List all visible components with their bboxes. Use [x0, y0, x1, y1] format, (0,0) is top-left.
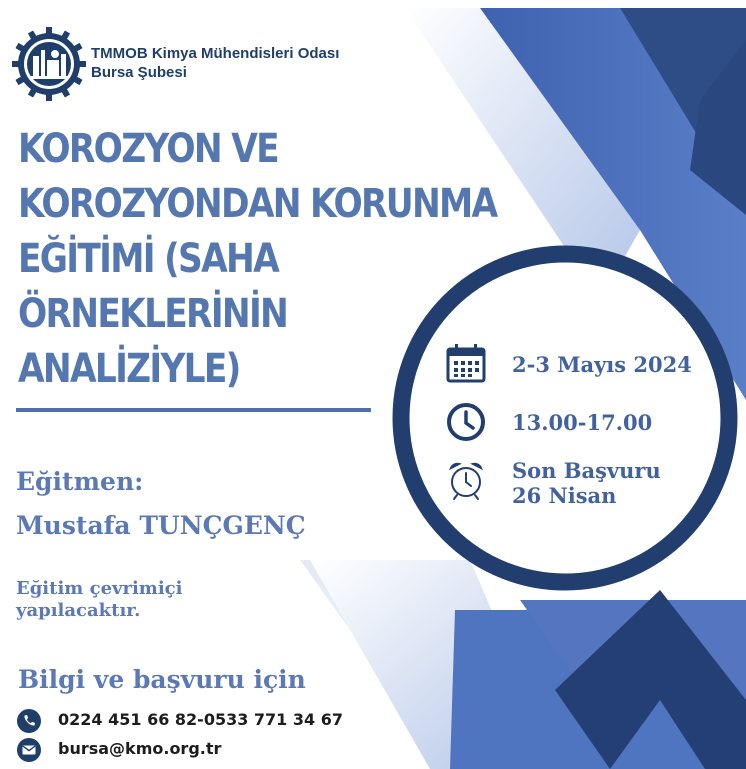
trainer-label: Eğitmen: — [16, 467, 144, 496]
training-title — [18, 122, 497, 397]
title-divider — [16, 408, 371, 412]
trainer-name: Mustafa TUNÇGENÇ — [16, 511, 306, 540]
organization-name-line2: Bursa Şubesi — [91, 64, 187, 81]
event-details-circle — [392, 245, 738, 591]
clock-icon — [444, 400, 488, 444]
event-date: 2-3 Mayıs 2024 — [512, 352, 692, 377]
title-line-1: KOROZYON VE — [18, 126, 278, 172]
event-time: 13.00-17.00 — [512, 410, 653, 435]
organization-name-line1: TMMOB Kimya Mühendisleri Odası — [91, 45, 340, 62]
online-note-line2: yapılacaktır. — [16, 600, 141, 621]
event-deadline-label: Son Başvuru — [512, 458, 661, 483]
title-line-5: ANALİZİYLE) — [18, 346, 240, 392]
phone-numbers[interactable]: 0224 451 66 82-0533 771 34 67 — [58, 710, 343, 729]
email-icon — [16, 737, 42, 763]
title-line-3: EĞİTİMİ (SAHA — [18, 236, 278, 282]
online-note — [16, 578, 182, 622]
trainer-block — [16, 466, 306, 542]
kmo-gear-logo — [11, 26, 87, 102]
title-line-4: ÖRNEKLERİNİN — [18, 291, 288, 337]
email-address[interactable]: bursa@kmo.org.tr — [58, 739, 222, 758]
calendar-icon — [444, 342, 488, 386]
contact-heading: Bilgi ve başvuru için — [18, 665, 306, 694]
alarm-clock-icon — [444, 458, 488, 502]
online-note-line1: Eğitim çevrimiçi — [16, 578, 183, 599]
organization-name — [91, 44, 339, 82]
organization-header — [11, 24, 371, 106]
phone-icon — [16, 708, 42, 734]
title-line-2: KOROZYONDAN KORUNMA — [18, 181, 497, 227]
event-deadline-date: 26 Nisan — [512, 483, 617, 508]
